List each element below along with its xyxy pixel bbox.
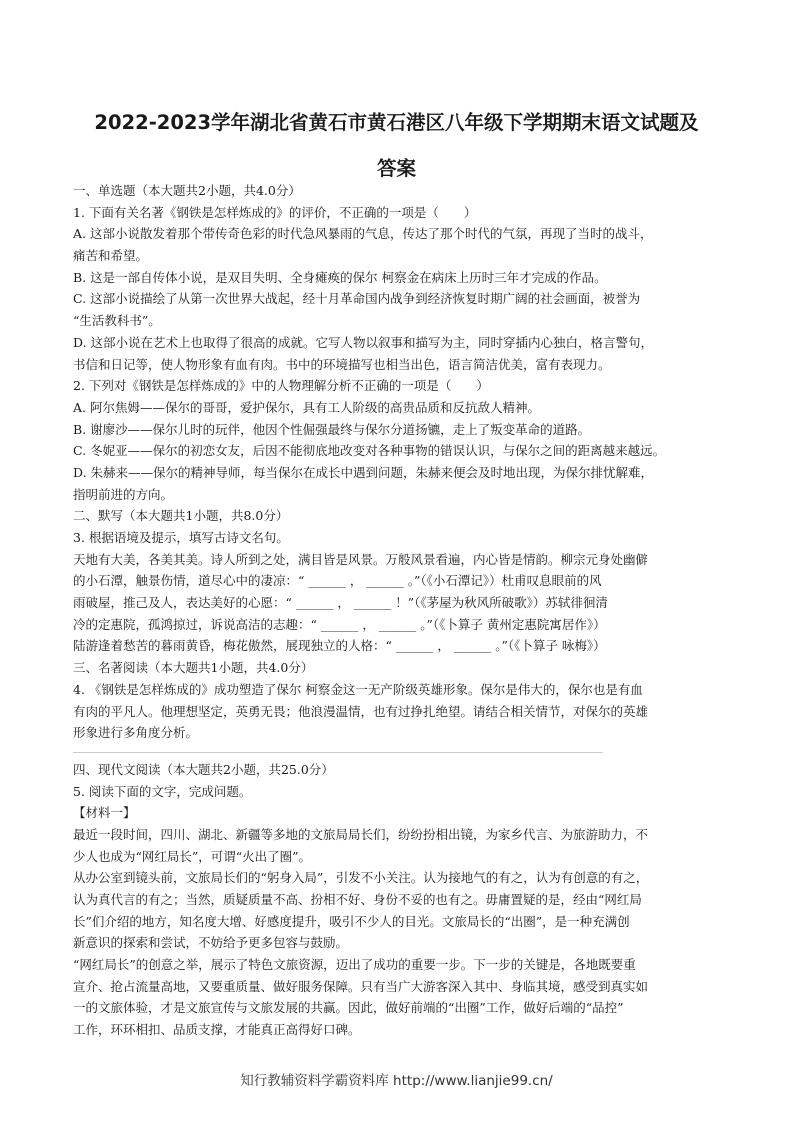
text-line: “生活教科书”。 (73, 313, 161, 329)
text-line: 工作，环环相扣、品质支撑，才能真正高得好口碑。 (73, 1022, 361, 1038)
title-line-1: 2022-2023学年湖北省黄石市黄石港区八年级下学期期末语文试题及 (94, 111, 699, 134)
text-line: 的小石潭，触景伤情，道尽心中的凄凉：“ ______ ， ______ 。”（《小石潭记》）杜甫叹息眼前的风 (73, 573, 602, 589)
text-line: 四、现代文阅读（本大题共2小题，共25.0分） (73, 761, 334, 777)
title-line-2: 答案 (376, 157, 416, 180)
text-line: D. 朱赫来——保尔的精神导师，每当保尔在成长中遇到问题，朱赫来便会及时地出现，为保尔排忧解难， (73, 464, 654, 480)
questions-part-2 (73, 759, 723, 1041)
text-line: 长”们介绍的地方，知名度大增、好感度提升，吸引不少人的目光。文旅局长的“出圈”，是一种充满创 (73, 913, 630, 929)
text-line: 书信和日记等，使人物形象有血有肉。书中的环境描写也相当出色，语言简洁优美，富有表现力。 (73, 356, 611, 372)
text-line: 从办公室到镜头前，文旅局长们的“躬身入局”，引发不小关注。认为接地气的有之，认为有创意的有之， (73, 870, 649, 886)
text-line: 宣介、抢占流量高地，又要重质量、做好服务保障。只有当广大游客深入其中、身临其境，感受到真实如 (73, 978, 649, 994)
document-body (73, 180, 723, 1041)
text-line: 二、默写（本大题共1小题，共8.0分） (73, 508, 289, 524)
page-title (60, 100, 733, 192)
questions-part-1 (73, 180, 723, 744)
text-line: 5. 阅读下面的文字，完成问题。 (73, 783, 252, 799)
text-line: 1. 下面有关名著《钢铁是怎样炼成的》的评价，不正确的一项是（ ） (73, 204, 477, 220)
text-line: 3. 根据语境及提示，填写古诗文名句。 (73, 530, 289, 545)
text-line: 有肉的平凡人。他理想坚定，英勇无畏；他浪漫温情，也有过挣扎绝望。请结合相关情节，对保尔的英雄 (73, 703, 649, 719)
text-line: 雨破屋，推己及人，表达美好的心愿：“ ______ ， ______ ！”（《茅屋为秋风所破歌》）苏轼徘徊清 (73, 595, 608, 611)
text-line: 三、名著阅读（本大题共1小题，共4.0分） (73, 660, 314, 676)
text-line: B. 这是一部自传体小说，是双目失明、全身瘫痪的保尔 柯察金在病床上历时三年才完成的作品。 (73, 269, 607, 285)
text-line: 一的文旅体验，才是文旅宣传与文旅发展的共赢。因此，做好前端的“出圈”工作，做好后端的“品控” (73, 1000, 624, 1016)
text-line: C. 冬妮亚——保尔的初恋女友，后因不能彻底地改变对各种事物的错误认识，与保尔之间的距离越来越远。 (73, 443, 666, 459)
text-line: 一、单选题（本大题共2小题，共4.0分） (73, 183, 301, 198)
divider-line (73, 752, 603, 753)
text-line: 4. 《钢铁是怎样炼成的》成功塑造了保尔 柯察金这一无产阶级英雄形象。保尔是伟大的，保尔也是有血 (73, 681, 643, 697)
text-line: 【材料一】 (73, 805, 136, 821)
text-line: C. 这部小说描绘了从第一次世界大战起，经十月革命国内战争到经济恢复时期广阔的社会画面，被誉为 (73, 291, 641, 307)
text-line: A. 这部小说散发着那个带传奇色彩的时代急风暴雨的气息，传达了那个时代的气氛，再现了当时的战斗， (73, 226, 653, 242)
text-line: 天地有大美，各美其美。诗人所到之处，满目皆是风景。万般风景看遍，内心皆是情韵。柳宗元身处幽僻 (73, 551, 649, 567)
text-line: A. 阿尔焦姆——保尔的哥哥，爱护保尔，具有工人阶级的高贵品质和反抗敌人精神。 (73, 399, 540, 415)
text-line: 痛苦和希望。 (73, 248, 149, 264)
text-line: 最近一段时间，四川、湖北、新疆等多地的文旅局局长们，纷纷扮相出镜，为家乡代言、为旅游助力，不 (73, 826, 649, 842)
text-line: 2. 下列对《钢铁是怎样炼成的》中的人物理解分析不正确的一项是（ ） (73, 378, 489, 394)
footer-watermark: 知行教辅资料学霸资料库 http://www.lianjie99.cn/ (240, 1073, 553, 1089)
text-line: 冷的定惠院，孤鸿掠过，诉说高洁的志趣：“ ______ ， ______ 。”（《卜算子 黄州定惠院寓居作》） (73, 616, 606, 632)
text-line: 陆游逢着愁苦的暮雨黄昏，梅花傲然，展现独立的人格：“ ______ ， ______ 。”（《卜算子 咏梅》） (73, 638, 606, 654)
text-line: 新意识的探索和尝试，不妨给予更多包容与鼓励。 (73, 935, 349, 951)
text-line: D. 这部小说在艺术上也取得了很高的成就。它写人物以叙事和描写为主，同时穿插内心独白，格言警句， (73, 334, 654, 350)
text-line: 形象进行多角度分析。 (73, 725, 199, 741)
text-line: B. 谢廖沙——保尔儿时的玩伴，他因个性倔强最终与保尔分道扬镳，走上了叛变革命的道路。 (73, 421, 591, 437)
text-line: 指明前进的方向。 (73, 486, 174, 502)
text-line: “网红局长”的创意之举，展示了特色文旅资源，迈出了成功的重要一步。下一步的关键是，各地既要重 (73, 957, 636, 973)
text-line: 少人也成为“网红局长”，可谓“火出了圈”。 (73, 848, 312, 864)
text-line: 认为真代言的有之；当然，质疑质量不高、扮相不好、身份不妥的也有之。毋庸置疑的是，经由“网红局 (73, 892, 642, 907)
